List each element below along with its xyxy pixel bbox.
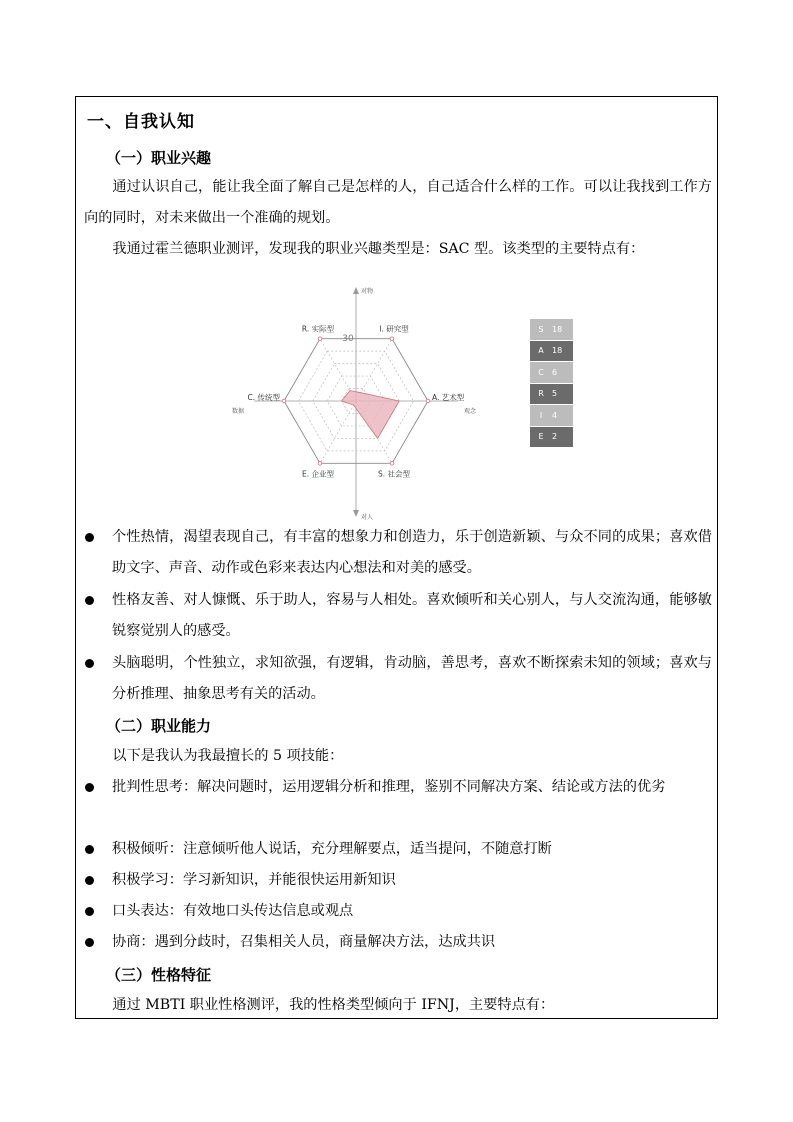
bullet-dot xyxy=(85,938,94,947)
legend-code: A xyxy=(538,346,544,356)
chart-legend xyxy=(530,319,573,448)
legend-item-S xyxy=(530,319,573,340)
bullet-text: 性格友善、对人慷慨、乐于助人，容易与人相处。喜欢倾听和关心别人，与人交流沟通，能够敏锐察觉别人的感受。 xyxy=(112,592,712,639)
bullet-dot xyxy=(85,659,94,668)
axis-arrow-top xyxy=(353,287,359,294)
ability-bullet-2 xyxy=(84,834,712,865)
personality-heading: （三）性格特征 xyxy=(106,966,212,984)
legend-code: S xyxy=(538,324,544,334)
legend-item-I xyxy=(530,405,573,426)
ability-bullet-1 xyxy=(84,772,712,803)
legend-item-C xyxy=(530,362,573,383)
axis-label-C: C. 传统型 xyxy=(247,393,280,402)
legend-code: I xyxy=(539,410,543,420)
axis-top-label: 对物 xyxy=(361,288,374,295)
legend-item-R xyxy=(530,384,573,405)
holland-radar-chart xyxy=(224,283,488,523)
spoke-I xyxy=(356,339,392,401)
interest-bullet-2 xyxy=(84,585,712,647)
vertex-E xyxy=(318,462,322,466)
vertex-R xyxy=(318,337,322,341)
ability-bullet-5 xyxy=(84,927,712,958)
ability-intro: 以下是我认为我最擅长的 5 项技能： xyxy=(112,748,344,764)
legend-value: 18 xyxy=(552,346,563,356)
legend-code: C xyxy=(538,367,544,377)
axis-label-A: A. 艺术型 xyxy=(432,393,465,402)
personality-paragraph: 通过 MBTI 职业性格测评，我的性格类型倾向于 IFNJ，主要特点有： xyxy=(112,997,555,1013)
bullet-dot xyxy=(85,596,94,605)
ability-heading: （二）职业能力 xyxy=(106,717,212,735)
legend-item-E xyxy=(530,427,573,448)
axis-arrow-bottom xyxy=(353,510,359,517)
bullet-dot xyxy=(85,845,94,854)
bullet-dot xyxy=(85,907,94,916)
vertex-C xyxy=(282,399,286,403)
document-frame xyxy=(75,96,718,1019)
section-title: 一、自我认知 xyxy=(87,112,195,132)
bullet-text: 积极倾听：注意倾听他人说话，充分理解要点，适当提问，不随意打断 xyxy=(112,841,552,857)
legend-code: R xyxy=(538,389,544,399)
legend-code: E xyxy=(538,432,544,442)
interest-bullet-1 xyxy=(84,522,712,584)
bullet-text: 协商：遇到分歧时，召集相关人员，商量解决方法，达成共识 xyxy=(112,934,496,950)
axis-label-R: R. 实际型 xyxy=(301,324,335,334)
bullet-text: 批判性思考：解决问题时，运用逻辑分析和推理，鉴别不同解决方案、结论或方法的优劣 xyxy=(112,779,666,795)
ability-bullet-4 xyxy=(84,896,712,927)
legend-item-A xyxy=(530,341,573,362)
vertex-I xyxy=(390,337,394,341)
bullet-text: 头脑聪明，个性独立，求知欲强，有逻辑，肯动脑，善思考，喜欢不断探索未知的领域；喜欢与分析推理、抽象思考有关的活动。 xyxy=(112,655,712,702)
bullet-dot xyxy=(85,783,94,792)
bullet-text: 口头表达：有效地口头传达信息或观点 xyxy=(112,903,354,919)
interest-paragraph-2: 我通过霍兰德职业测评，发现我的职业兴趣类型是：SAC 型。该类型的主要特点有： xyxy=(112,241,645,257)
axis-label-E: E. 企业型 xyxy=(301,469,335,479)
legend-value: 6 xyxy=(552,367,558,377)
interest-bullet-3 xyxy=(84,648,712,710)
spoke-E xyxy=(320,401,356,463)
interest-heading: （一）职业兴趣 xyxy=(106,149,212,167)
axis-label-S: S. 社会型 xyxy=(377,469,411,479)
bullet-text: 个性热情，渴望表现自己，有丰富的想象力和创造力，乐于创造新颖、与众不同的成果；喜欢借助文字、声音、动作或色彩来表达内心想法和对美的感受。 xyxy=(112,529,712,576)
ability-bullet-3 xyxy=(84,865,712,896)
scale-label: 30 xyxy=(342,334,354,345)
legend-value: 5 xyxy=(552,389,558,399)
axis-bottom-label: 对人 xyxy=(361,514,374,521)
legend-value: 2 xyxy=(552,432,558,442)
bullet-dot xyxy=(85,533,94,542)
legend-value: 18 xyxy=(552,324,563,334)
axis-left-label: 数据 xyxy=(232,408,245,415)
axis-label-I: I. 研究型 xyxy=(379,324,409,334)
legend-value: 4 xyxy=(552,410,558,420)
data-area xyxy=(342,391,400,439)
interest-paragraph-1: 通过认识自己，能让我全面了解自己是怎样的人，自己适合什么样的工作。可以让我找到工作方向的同时，对未来做出一个准确的规划。 xyxy=(84,179,712,226)
vertex-S xyxy=(390,462,394,466)
vertex-A xyxy=(426,399,430,403)
bullet-dot xyxy=(85,876,94,885)
bullet-text: 积极学习：学习新知识，并能很快运用新知识 xyxy=(112,872,396,888)
axis-right-label: 观念 xyxy=(464,408,477,415)
